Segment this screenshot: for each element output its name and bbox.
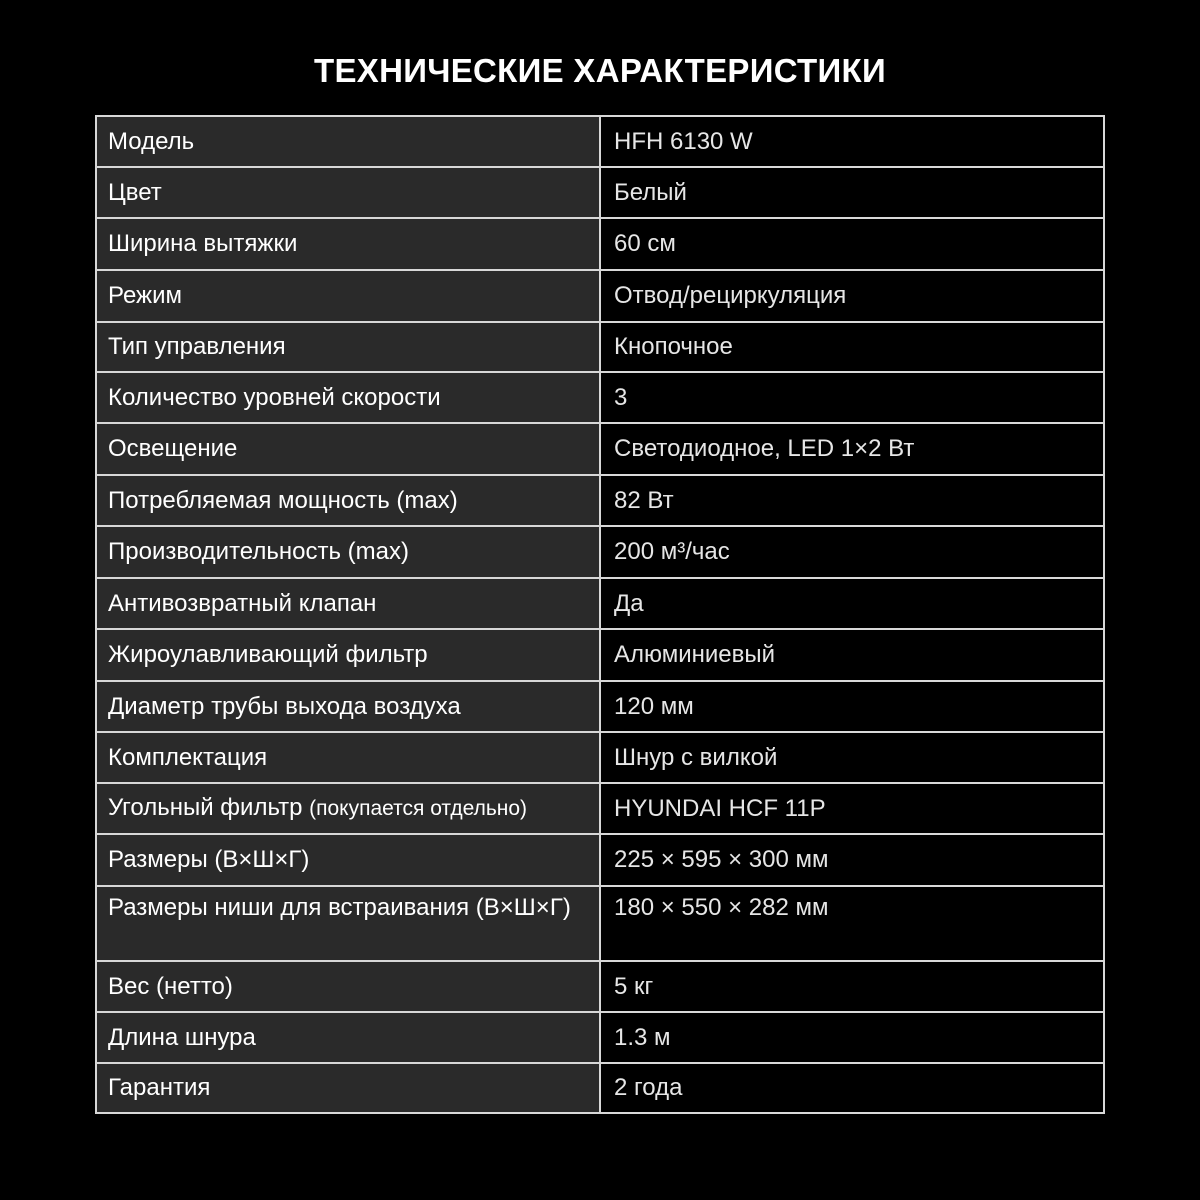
spec-value: 2 года xyxy=(600,1063,1104,1113)
table-row xyxy=(96,167,1104,218)
table-row xyxy=(96,961,1104,1012)
spec-label: Размеры (В×Ш×Г) xyxy=(96,834,600,886)
table-row xyxy=(96,732,1104,783)
table-row xyxy=(96,116,1104,167)
spec-value: 60 см xyxy=(600,218,1104,270)
spec-value: HYUNDAI HCF 11P xyxy=(600,783,1104,834)
spec-value: Отвод/рециркуляция xyxy=(600,270,1104,322)
spec-label: Количество уровней скорости xyxy=(96,372,600,423)
spec-label: Гарантия xyxy=(96,1063,600,1113)
table-row xyxy=(96,218,1104,270)
spec-label: Жироулавливающий фильтр xyxy=(96,629,600,681)
spec-value: 3 xyxy=(600,372,1104,423)
spec-label: Комплектация xyxy=(96,732,600,783)
table-row xyxy=(96,372,1104,423)
spec-value: 200 м³/час xyxy=(600,526,1104,578)
spec-value: HFH 6130 W xyxy=(600,116,1104,167)
spec-value: Алюминиевый xyxy=(600,629,1104,681)
spec-label: Цвет xyxy=(96,167,600,218)
spec-label-text: Угольный фильтр xyxy=(108,794,303,821)
spec-value: 5 кг xyxy=(600,961,1104,1012)
spec-label: Ширина вытяжки xyxy=(96,218,600,270)
spec-label: Длина шнура xyxy=(96,1012,600,1063)
spec-label: Антивозвратный клапан xyxy=(96,578,600,629)
spec-label: Диаметр трубы выхода воздуха xyxy=(96,681,600,732)
spec-label: Модель xyxy=(96,116,600,167)
table-row xyxy=(96,1063,1104,1113)
table-row xyxy=(96,629,1104,681)
spec-label: Тип управления xyxy=(96,322,600,372)
spec-value: Белый xyxy=(600,167,1104,218)
spec-label: Производительность (max) xyxy=(96,526,600,578)
spec-label: Вес (нетто) xyxy=(96,961,600,1012)
table-row xyxy=(96,1012,1104,1063)
table-row xyxy=(96,526,1104,578)
spec-label: Размеры ниши для встраивания (В×Ш×Г) xyxy=(96,886,600,961)
table-row xyxy=(96,886,1104,961)
table-row xyxy=(96,322,1104,372)
spec-label: Потребляемая мощность (max) xyxy=(96,475,600,526)
spec-label: Режим xyxy=(96,270,600,322)
spec-value: Да xyxy=(600,578,1104,629)
specifications-table xyxy=(95,115,1105,1114)
table-row xyxy=(96,783,1104,834)
spec-label: Освещение xyxy=(96,423,600,475)
spec-value: Светодиодное, LED 1×2 Вт xyxy=(600,423,1104,475)
spec-label-note: (покупается отдельно) xyxy=(309,797,528,820)
spec-label-with-note xyxy=(96,783,600,834)
spec-value: 1.3 м xyxy=(600,1012,1104,1063)
table-row xyxy=(96,270,1104,322)
spec-value: 180 × 550 × 282 мм xyxy=(600,886,1104,961)
table-row xyxy=(96,423,1104,475)
spec-value: 120 мм xyxy=(600,681,1104,732)
page-title: ТЕХНИЧЕСКИЕ ХАРАКТЕРИСТИКИ xyxy=(314,52,886,89)
spec-value: Шнур с вилкой xyxy=(600,732,1104,783)
table-row xyxy=(96,681,1104,732)
spec-value: Кнопочное xyxy=(600,322,1104,372)
spec-value: 225 × 595 × 300 мм xyxy=(600,834,1104,886)
table-row xyxy=(96,578,1104,629)
table-row xyxy=(96,475,1104,526)
table-row xyxy=(96,834,1104,886)
spec-value: 82 Вт xyxy=(600,475,1104,526)
